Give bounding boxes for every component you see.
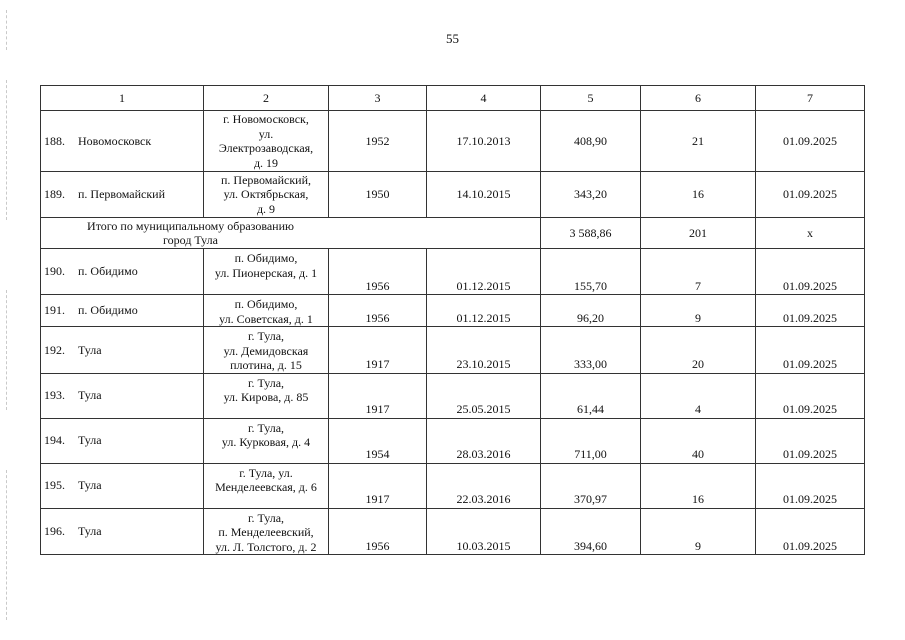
row-year: 1956: [329, 295, 427, 327]
row-area: 61,44: [541, 373, 641, 418]
address-line: г. Тула,: [247, 420, 285, 435]
row-area: 394,60: [541, 508, 641, 555]
subtotal-deadline: х: [756, 218, 865, 249]
table-row: [41, 463, 865, 508]
header-cell: 2: [204, 86, 329, 111]
address-line: п. Менделеевский,: [218, 525, 314, 539]
row-address: [204, 508, 329, 555]
row-count: 7: [641, 249, 756, 295]
table-row: [41, 508, 865, 555]
row-year: 1956: [329, 249, 427, 295]
page-number: 55: [446, 31, 459, 46]
table-row: [41, 295, 865, 327]
row-locality-cell: [41, 111, 204, 172]
row-count: 21: [641, 111, 756, 172]
table-body-a: [41, 111, 865, 218]
table-row: [41, 249, 865, 295]
row-count: 16: [641, 172, 756, 218]
row-address: [204, 373, 329, 418]
table-row: [41, 327, 865, 374]
row-area: 408,90: [541, 111, 641, 172]
table-row: [41, 172, 865, 218]
row-locality: Тула: [78, 524, 102, 538]
address-line: Менделеевская, д. 6: [215, 480, 317, 494]
row-date: 22.03.2016: [427, 463, 541, 508]
row-locality-cell: [41, 463, 204, 508]
header-row: [41, 86, 865, 111]
row-date: 25.05.2015: [427, 373, 541, 418]
subtotal-row: [41, 218, 865, 249]
row-area: 370,97: [541, 463, 641, 508]
row-locality: п. Обидимо: [78, 303, 138, 318]
row-date: 28.03.2016: [427, 418, 541, 463]
margin-mark: [6, 290, 7, 410]
row-deadline: 01.09.2025: [756, 327, 865, 374]
address-line: г. Тула,: [247, 329, 285, 343]
row-locality: Тула: [78, 433, 102, 448]
row-number: 195.: [44, 478, 65, 493]
row-deadline: 01.09.2025: [756, 111, 865, 172]
row-count: 40: [641, 418, 756, 463]
row-year: 1917: [329, 373, 427, 418]
row-year: 1954: [329, 418, 427, 463]
address-line: ул. Курковая, д. 4: [221, 435, 311, 449]
address-line: ул. Демидовская: [223, 343, 309, 358]
address-line: ул. Советская, д. 1: [219, 311, 313, 326]
row-locality: Тула: [78, 478, 102, 493]
row-deadline: 01.09.2025: [756, 249, 865, 295]
row-date: 17.10.2013: [427, 111, 541, 172]
row-number: 194.: [44, 433, 65, 448]
header-cell: 3: [329, 86, 427, 111]
row-address: [204, 249, 329, 295]
subtotal-body: [41, 218, 865, 249]
address-line: г. Тула,: [247, 375, 285, 390]
margin-mark: [6, 470, 7, 620]
row-date: 01.12.2015: [427, 249, 541, 295]
row-deadline: 01.09.2025: [756, 418, 865, 463]
row-number: 193.: [44, 388, 65, 403]
row-date: 23.10.2015: [427, 327, 541, 374]
row-deadline: 01.09.2025: [756, 373, 865, 418]
row-locality-cell: [41, 373, 204, 418]
row-area: 96,20: [541, 295, 641, 327]
row-number: 196.: [44, 524, 65, 538]
subtotal-label-line: Итого по муниципальному образованию: [87, 218, 294, 233]
row-date: 01.12.2015: [427, 295, 541, 327]
address-line: плотина, д. 15: [230, 358, 302, 372]
header-cell: 4: [427, 86, 541, 111]
row-date: 10.03.2015: [427, 508, 541, 555]
subtotal-area: 3 588,86: [541, 218, 641, 249]
address-line: п. Первомайский,: [220, 172, 312, 187]
row-address: [204, 111, 329, 172]
row-deadline: 01.09.2025: [756, 463, 865, 508]
address-line: ул. Кирова, д. 85: [223, 390, 309, 404]
row-number: 192.: [44, 342, 65, 357]
address-line: п. Обидимо,: [234, 297, 298, 311]
row-count: 4: [641, 373, 756, 418]
address-line: ул. Октябрьская,: [223, 187, 309, 202]
row-address: [204, 463, 329, 508]
row-count: 9: [641, 508, 756, 555]
subtotal-label-line: город Тула: [163, 233, 218, 247]
row-year: 1950: [329, 172, 427, 218]
address-line: г. Тула, ул.: [239, 465, 293, 480]
row-number: 190.: [44, 264, 65, 279]
row-count: 20: [641, 327, 756, 374]
subtotal-label: [41, 218, 541, 249]
row-year: 1956: [329, 508, 427, 555]
row-deadline: 01.09.2025: [756, 295, 865, 327]
address-line: п. Обидимо,: [234, 251, 298, 265]
registry-table: [40, 85, 865, 555]
row-number: 191.: [44, 303, 65, 318]
row-year: 1952: [329, 111, 427, 172]
row-count: 9: [641, 295, 756, 327]
address-line: ул. Пионерская, д. 1: [214, 265, 318, 280]
header-cell: 6: [641, 86, 756, 111]
row-locality: Новомосковск: [78, 133, 152, 148]
table-row: [41, 373, 865, 418]
row-count: 16: [641, 463, 756, 508]
row-locality-cell: [41, 508, 204, 555]
row-locality: Тула: [78, 388, 102, 403]
row-area: 343,20: [541, 172, 641, 218]
address-line: д. 9: [256, 201, 276, 216]
row-number: 189.: [44, 187, 65, 202]
row-year: 1917: [329, 327, 427, 374]
row-deadline: 01.09.2025: [756, 508, 865, 555]
row-area: 711,00: [541, 418, 641, 463]
address-line: ул. Л. Толстого, д. 2: [215, 539, 317, 554]
address-line: д. 19: [253, 155, 279, 170]
row-locality-cell: [41, 172, 204, 218]
row-area: 155,70: [541, 249, 641, 295]
header-cell: 7: [756, 86, 865, 111]
row-address: [204, 172, 329, 218]
table-body-b: [41, 249, 865, 555]
row-locality-cell: [41, 327, 204, 374]
row-area: 333,00: [541, 327, 641, 374]
margin-mark: [6, 80, 7, 220]
header-cell: 1: [41, 86, 204, 111]
row-locality: п. Первомайский: [78, 187, 166, 202]
address-line: ул.: [258, 126, 274, 141]
table-row: [41, 418, 865, 463]
row-locality: Тула: [78, 342, 102, 357]
row-address: [204, 327, 329, 374]
subtotal-count: 201: [641, 218, 756, 249]
table-row: [41, 111, 865, 172]
row-deadline: 01.09.2025: [756, 172, 865, 218]
row-locality: п. Обидимо: [78, 264, 138, 279]
address-line: Электрозаводская,: [218, 141, 314, 155]
row-locality-cell: [41, 295, 204, 327]
row-date: 14.10.2015: [427, 172, 541, 218]
row-number: 188.: [44, 133, 65, 148]
address-line: г. Новомосковск,: [223, 112, 309, 126]
row-locality-cell: [41, 418, 204, 463]
row-address: [204, 295, 329, 327]
row-address: [204, 418, 329, 463]
address-line: г. Тула,: [247, 510, 285, 525]
header-cell: 5: [541, 86, 641, 111]
row-year: 1917: [329, 463, 427, 508]
row-locality-cell: [41, 249, 204, 295]
